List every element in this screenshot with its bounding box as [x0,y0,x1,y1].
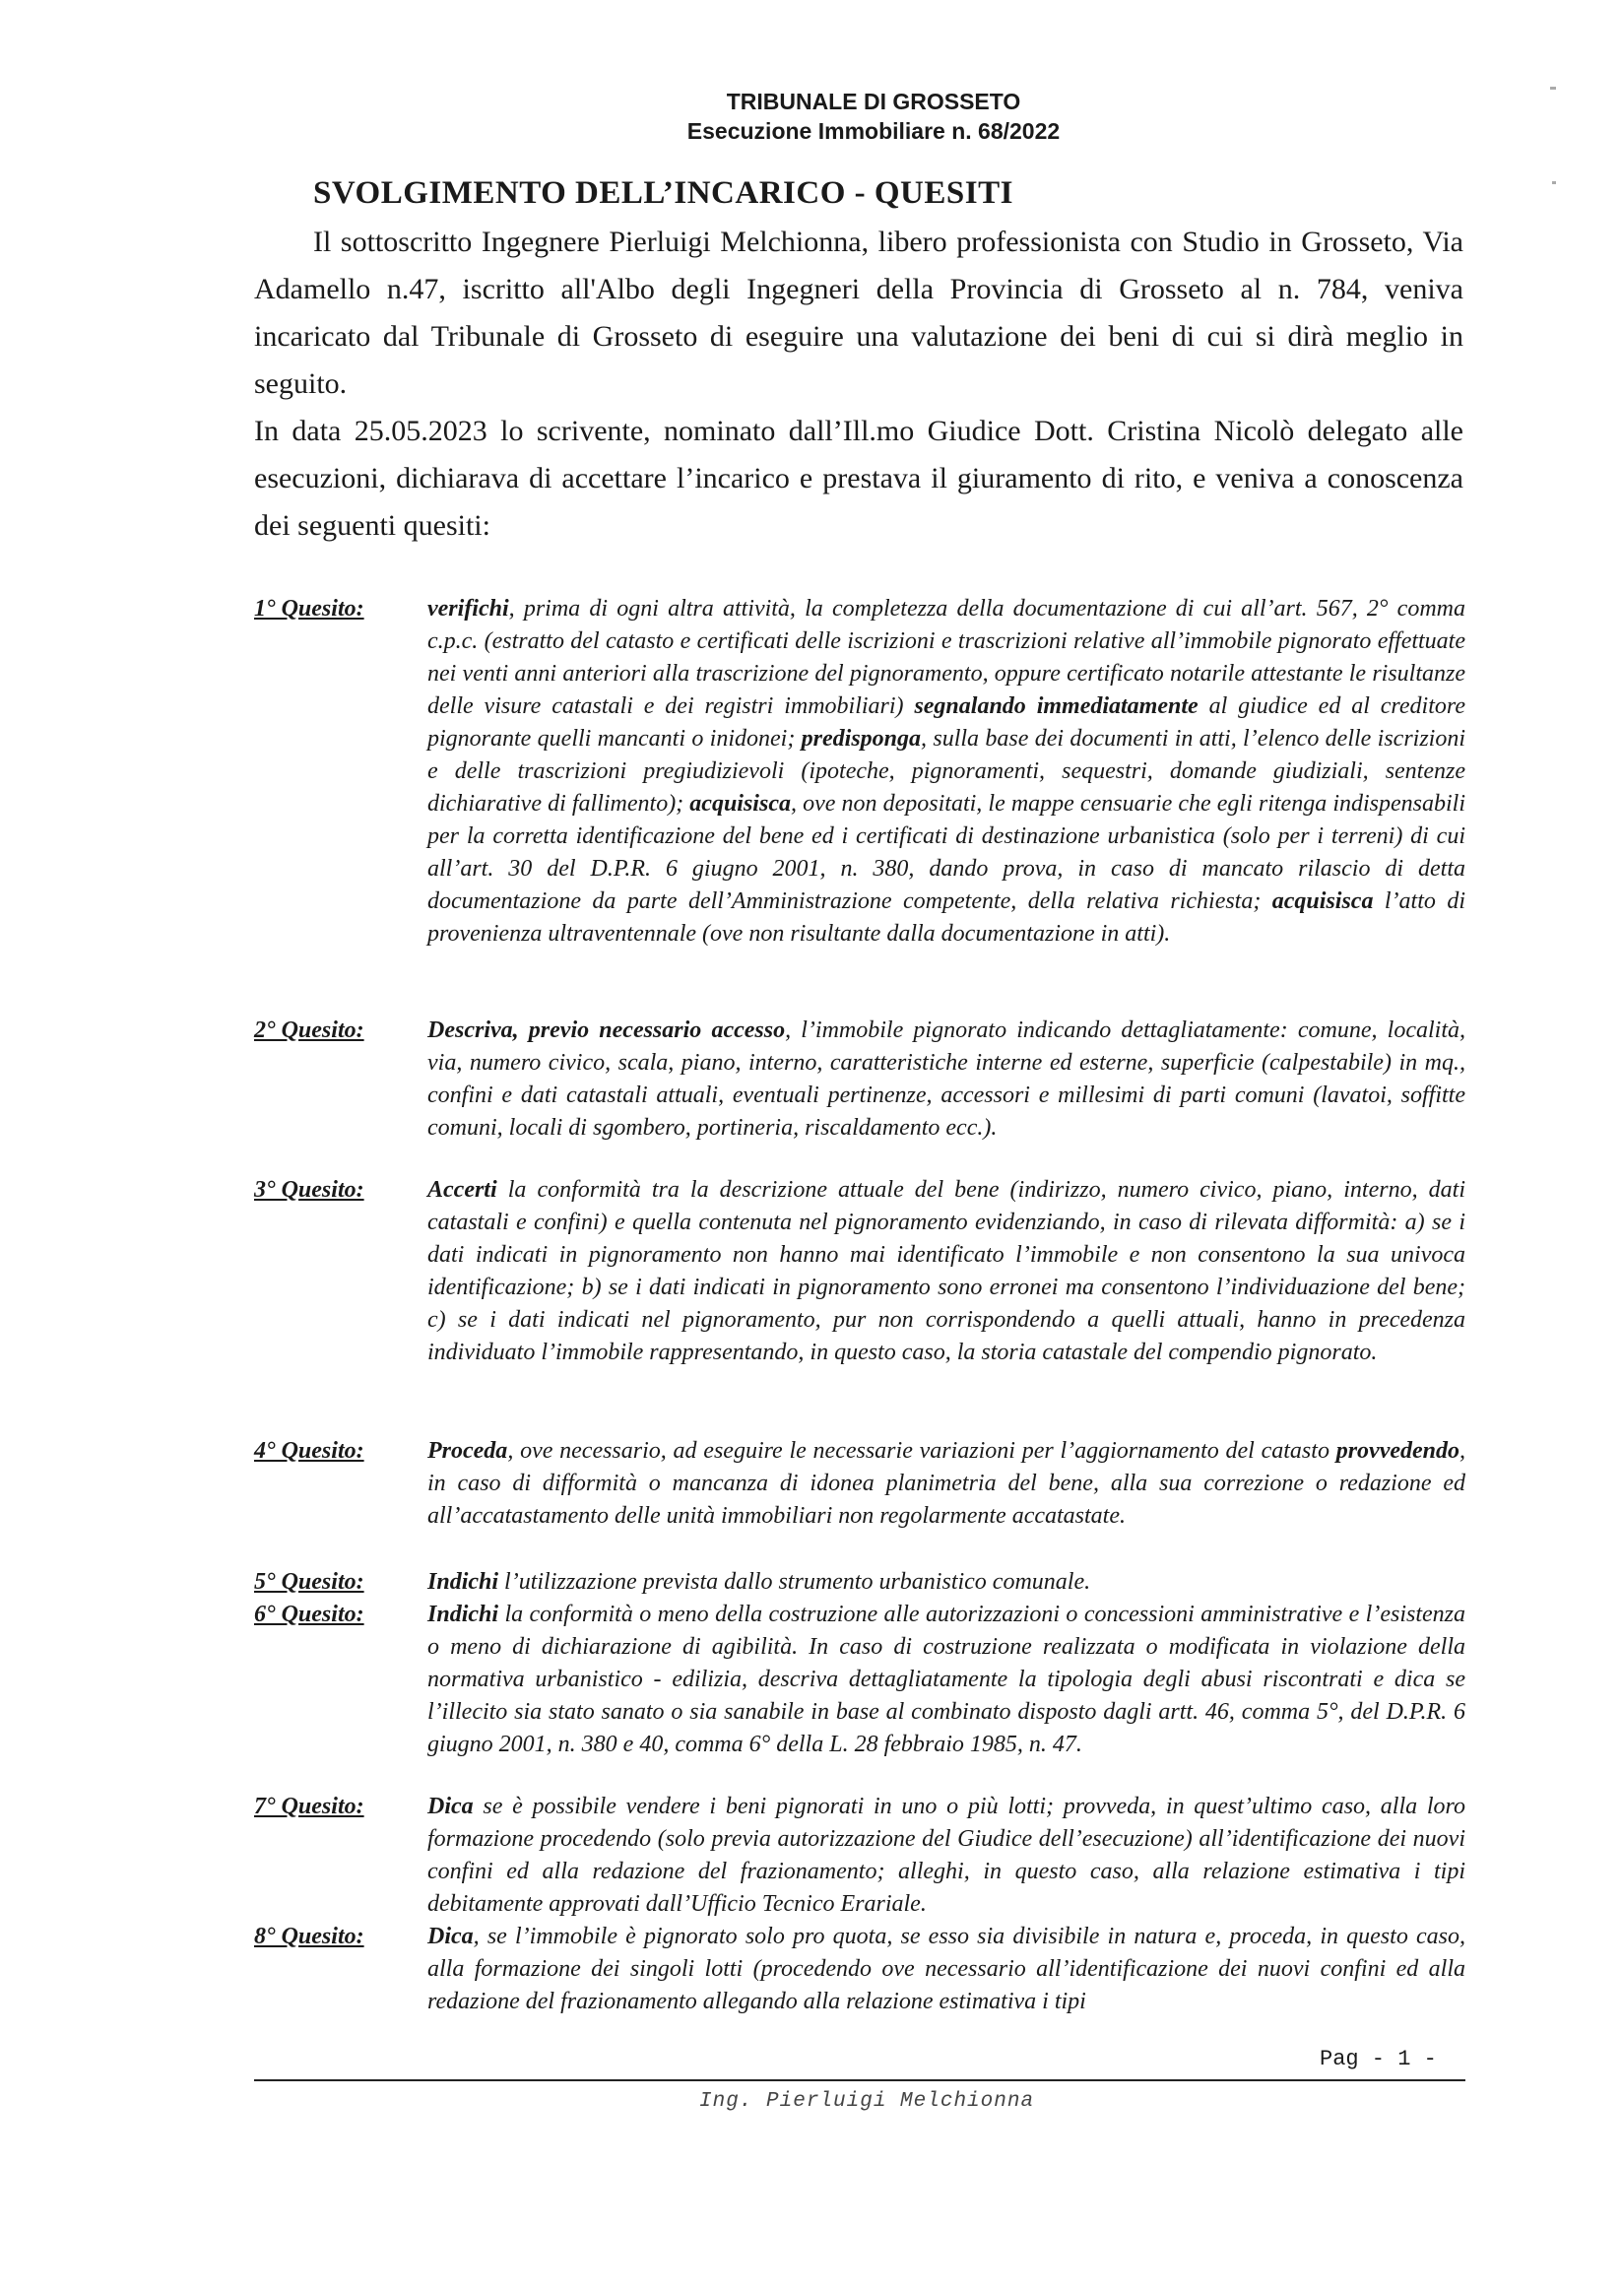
quesito-2 [254,1015,1465,1145]
scan-speck [1550,87,1556,90]
quesito-7 [254,1791,1465,1921]
quesito-text: l’utilizzazione prevista dallo strumento urbanistico comunale. [498,1569,1091,1595]
quesito-text-bold: Proceda [427,1438,508,1464]
quesito-text: , l’immobile pignorato indicando dettagliatamente: comune, località, via, numero civico, scala, piano, interno, caratteristiche interne ed esterne, superficie (calpestabile) in mq., confini e dati catastali attuali, eventuali pertinenze, accessori e millesimi di parti comuni (lavatoi, soffitte comuni, locali di sgombero, portineria, riscaldamento ecc.). [427,1017,1465,1141]
court-name: TRIBUNALE DI GROSSETO [726,89,1021,114]
quesito-text-bold: segnalando immediatamente [914,693,1199,719]
quesito-3 [254,1174,1465,1369]
quesito-text-bold: provvedendo [1335,1438,1459,1464]
quesito-text: se è possibile vendere i beni pignorati in uno o più lotti; provveda, in quest’ultimo caso, alla loro formazione procedendo (solo previa autorizzazione del Giudice dell’esecuzione) all’identificazione dei nuovi confini ed alla redazione del frazionamento; alleghi, in questo caso, alla relazione estimativa i tipi debitamente approvati dall’Ufficio Tecnico Erariale. [427,1794,1465,1917]
quesito-label: 5° Quesito: [254,1569,364,1595]
quesito-6 [254,1599,1465,1761]
quesito-text: , se l’immobile è pignorato solo pro quota, se esso sia divisibile in natura e, proceda, in questo caso, alla formazione dei singoli lotti (procedendo ove necessario all’identificazione dei nuovi confini ed alla redazione del frazionamento allegando alla relazione estimativa i tipi [427,1924,1465,2014]
quesito-text-bold: Dica [427,1924,474,1949]
intro-text [254,219,1463,550]
quesito-text-bold: verifichi [427,596,509,622]
quesito-text: , prima di ogni altra attività, la completezza della documentazione di cui all’art. 567, 2° comma c.p.c. (estratto del catasto e certificati delle iscrizioni e trascrizioni relative all’immobile pignorato effettuate nei venti anni anteriori alla trascrizione del pignoramento, oppure certificato notarile attestante le risultanze delle visure catastali e dei registri immobiliari) [427,596,1465,719]
quesito-body [427,1015,1465,1145]
quesito-text: la conformità o meno della costruzione alle autorizzazioni o concessioni amministrative e l’esistenza o meno di dichiarazione di agibilità. In caso di costruzione realizzata o modificata in violazione della normativa urbanistico - edilizia, descriva dettagliatamente la tipologia degli abusi riscontrati e dica se l’illecito sia stato sanato o sia sanabile in base al combinato disposto dagli artt. 46, comma 5°, del D.P.R. 6 giugno 2001, n. 380 e 40, comma 6° della L. 28 febbraio 1985, n. 47. [427,1602,1465,1757]
quesito-text: , ove non depositati, le mappe censuarie che egli ritenga indispensabili per la corretta identificazione del bene ed i certificati di destinazione urbanistica (solo per i terreni) di cui all’art. 30 del D.P.R. 6 giugno 2001, n. 380, dando prova, in caso di mancato rilascio di detta documentazione da parte dell’Amministrazione competente, della relativa richiesta; [427,791,1465,914]
quesito-text-bold: Accerti [427,1177,497,1203]
quesito-text: , sulla base dei documenti in atti, l’elenco delle iscrizioni e delle trascrizioni pregiudizievoli (ipoteche, pignoramenti, sequestri, domande giudiziali, sentenze dichiarative di fallimento); [427,726,1466,817]
quesito-text-bold: predisponga [801,726,922,752]
quesito-body [427,1435,1465,1533]
quesito-text-bold: acquisisca [1271,888,1374,914]
quesito-text-bold: acquisisca [689,791,791,817]
quesito-body [427,1174,1465,1369]
section-title: SVOLGIMENTO DELL’INCARICO - QUESITI [313,175,1013,211]
quesito-body [427,1599,1465,1761]
quesito-label: 3° Quesito: [254,1177,364,1203]
quesito-text: , in caso di difformità o mancanza di idonea planimetria del bene, alla sua correzione o redazione ed all’accatastamento delle unità immobiliari non regolarmente accatastate. [427,1438,1465,1529]
footer-divider [254,2079,1465,2081]
quesito-8 [254,1921,1465,2018]
quesito-body [427,1566,1465,1599]
quesito-body [427,593,1465,951]
quesito-4 [254,1435,1465,1533]
quesito-text-bold: Indichi [427,1602,499,1627]
quesito-text: l’atto di provenienza ultraventennale (ove non risultante dalla documentazione in atti). [427,888,1465,947]
quesito-text-bold: Descriva, previo necessario accesso [427,1017,786,1043]
quesito-label: 2° Quesito: [254,1017,364,1043]
quesito-body [427,1791,1465,1921]
quesito-label: 1° Quesito: [254,596,364,622]
quesito-text-bold: Indichi [427,1569,499,1595]
quesito-text: la conformità tra la descrizione attuale del bene (indirizzo, numero civico, piano, interno, dati catastali e confini) e quella contenuta nel pignoramento evidenziando, in caso di rilevata difformità: a) se i dati indicati in pignoramento non hanno mai identificato l’immobile e non consentono la sua univoca identificazione; b) se i dati indicati in pignoramento sono erronei ma consentono l’individuazione del bene; c) se i dati indicati nel pignoramento, pur non corrispondendo a quelli attuali, hanno in precedenza individuato l’immobile rappresentando, in questo caso, la storia catastale del compendio pignorato. [427,1177,1465,1365]
scan-speck [1552,181,1556,184]
case-number: Esecuzione Immobiliare n. 68/2022 [686,118,1061,144]
quesito-body [427,1921,1465,2018]
quesito-label: 4° Quesito: [254,1438,364,1464]
quesito-text: al giudice ed al creditore pignorante quelli mancanti o inidonei; [427,693,1465,752]
footer-author: Ing. Pierluigi Melchionna [699,2090,1035,2113]
quesito-label: 7° Quesito: [254,1794,364,1819]
intro-paragraph-2: In data 25.05.2023 lo scrivente, nominato dall’Ill.mo Giudice Dott. Cristina Nicolò delegato alle esecuzioni, dichiarava di accettare l’incarico e prestava il giuramento di rito, e veniva a conoscenza dei seguenti quesiti: [254,415,1463,542]
quesito-text: , ove necessario, ad eseguire le necessarie variazioni per l’aggiornamento del catasto [507,1438,1336,1464]
quesito-1 [254,593,1465,951]
quesito-label: 6° Quesito: [254,1602,364,1627]
intro-paragraph-1: Il sottoscritto Ingegnere Pierluigi Melchionna, libero professionista con Studio in Grosseto, Via Adamello n.47, iscritto all'Albo degli Ingegneri della Provincia di Grosseto al n. 784, veniva incaricato dal Tribunale di Grosseto di eseguire una valutazione dei beni di cui si dirà meglio in seguito. [254,226,1463,400]
page-number: Pag - 1 - [1320,2047,1437,2071]
quesito-label: 8° Quesito: [254,1924,364,1949]
quesito-5 [254,1566,1465,1599]
quesito-text-bold: Dica [427,1794,474,1819]
